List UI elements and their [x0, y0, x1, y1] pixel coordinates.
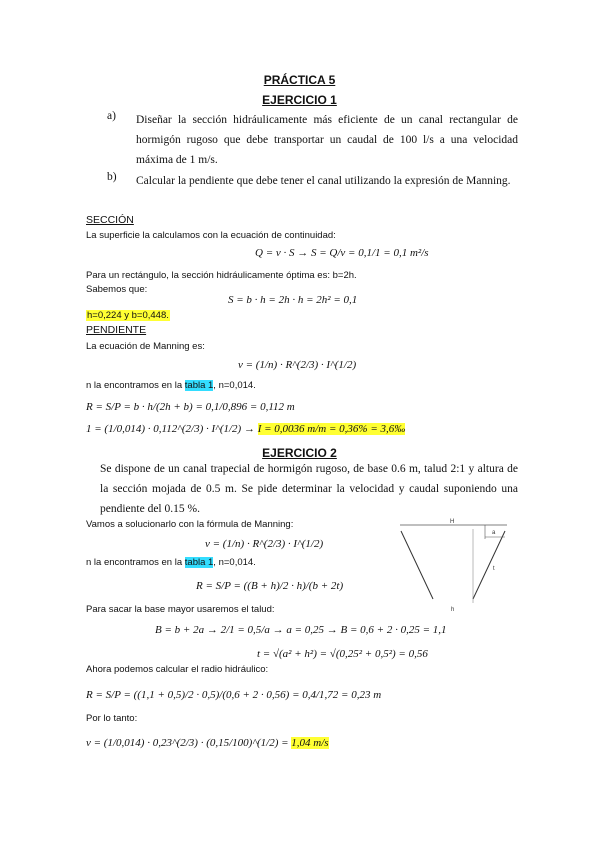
label-a: a — [492, 530, 496, 536]
text-fragment: n la encontramos en la — [86, 380, 185, 391]
text-line: Por lo tanto: — [86, 713, 138, 724]
equation-continuity: Q = v · S → S = Q/v = 0,1/1 = 0,1 m²/s — [255, 247, 429, 259]
text-line — [86, 557, 256, 568]
equation-slant: t = √(a² + h²) = √(0,25² + 0,5²) = 0,56 — [257, 648, 428, 660]
equation-hydraulic-radius: R = S/P = b · h/(2h + b) = 0,1/0,896 = 0,112 m — [86, 401, 295, 413]
result-slope: I = 0,0036 m/m = 0,36% = 3,6‰ — [257, 423, 406, 435]
text-line — [86, 380, 256, 391]
item-b-label: b) — [107, 171, 117, 183]
equation-manning: v = (1/n) · R^(2/3) · I^(1/2) — [205, 538, 324, 550]
text-line: La superficie la calculamos con la ecuación de continuidad: — [86, 230, 336, 241]
equation-fragment: v = (1/0,014) · 0,23^(2/3) · (0,15/100)^(1/2) = — [86, 737, 289, 749]
result-velocity: 1,04 m/s — [291, 737, 329, 749]
equation-slope — [86, 423, 405, 435]
item-b-text: Calcular la pendiente que debe tener el canal utilizando la expresión de Manning. — [136, 175, 511, 187]
equation-radius-value: R = S/P = ((1,1 + 0,5)/2 · 0,5)/(0,6 + 2 · 0,56) = 0,4/1,72 = 0,23 m — [86, 689, 382, 701]
text-fragment: n la encontramos en la — [86, 557, 185, 568]
text-line: Para sacar la base mayor usaremos el talud: — [86, 604, 275, 615]
equation-radius-formula: R = S/P = ((B + h)/2 · h)/(b + 2t) — [196, 580, 344, 592]
result-dimensions: h=0,224 y b=0,448. — [87, 310, 169, 321]
section-title: SECCIÓN — [86, 214, 134, 226]
label-h: h — [451, 607, 455, 613]
section-title: PENDIENTE — [86, 324, 147, 336]
text-line: Para un rectángulo, la sección hidráulicamente óptima es: b=2h. — [86, 270, 357, 281]
table-reference: tabla 1 — [184, 557, 214, 568]
item-a-text: Diseñar la sección hidráulicamente más eficiente de un canal rectangular de hormigón rugoso que debe transportar un caudal de 100 l/s a una velocidad máxima de 1 m/s. — [136, 114, 518, 166]
equation-base: B = b + 2a → 2/1 = 0,5/a → a = 0,25 → B = 0,6 + 2 · 0,25 = 1,1 — [155, 624, 447, 636]
text-fragment: , n=0,014. — [213, 380, 256, 391]
text-line: La ecuación de Manning es: — [86, 341, 205, 352]
exercise-1-title: EJERCICIO 1 — [262, 93, 337, 107]
text-line: Vamos a solucionarlo con la fórmula de Manning: — [86, 519, 294, 530]
item-a-label: a) — [107, 110, 116, 122]
text-fragment: , n=0,014. — [213, 557, 256, 568]
trapezoid-channel-diagram — [395, 515, 515, 615]
label-t: t — [493, 566, 495, 572]
table-reference: tabla 1 — [184, 380, 214, 391]
exercise-2-statement: Se dispone de un canal trapecial de hormigón rugoso, de base 0.6 m, talud 2:1 y altura de la sección mojada de 0.5 m. Se pide determinar la velocidad y caudal suponiendo una pendiente del 0.15 %. — [100, 463, 518, 515]
right-wall-line — [473, 531, 505, 599]
equation-area: S = b · h = 2h · h = 2h² = 0,1 — [228, 294, 358, 306]
equation-velocity — [86, 737, 329, 749]
equation-manning: v = (1/n) · R^(2/3) · I^(1/2) — [238, 359, 357, 371]
equation-fragment: 1 = (1/0,014) · 0,112^(2/3) · I^(1/2) → — [86, 423, 255, 435]
text-line: Ahora podemos calcular el radio hidráulico: — [86, 664, 269, 675]
left-wall-line — [401, 531, 433, 599]
label-H: H — [450, 519, 455, 525]
page-title: PRÁCTICA 5 — [263, 73, 336, 87]
text-line: Sabemos que: — [86, 284, 148, 295]
exercise-2-title: EJERCICIO 2 — [262, 446, 337, 460]
